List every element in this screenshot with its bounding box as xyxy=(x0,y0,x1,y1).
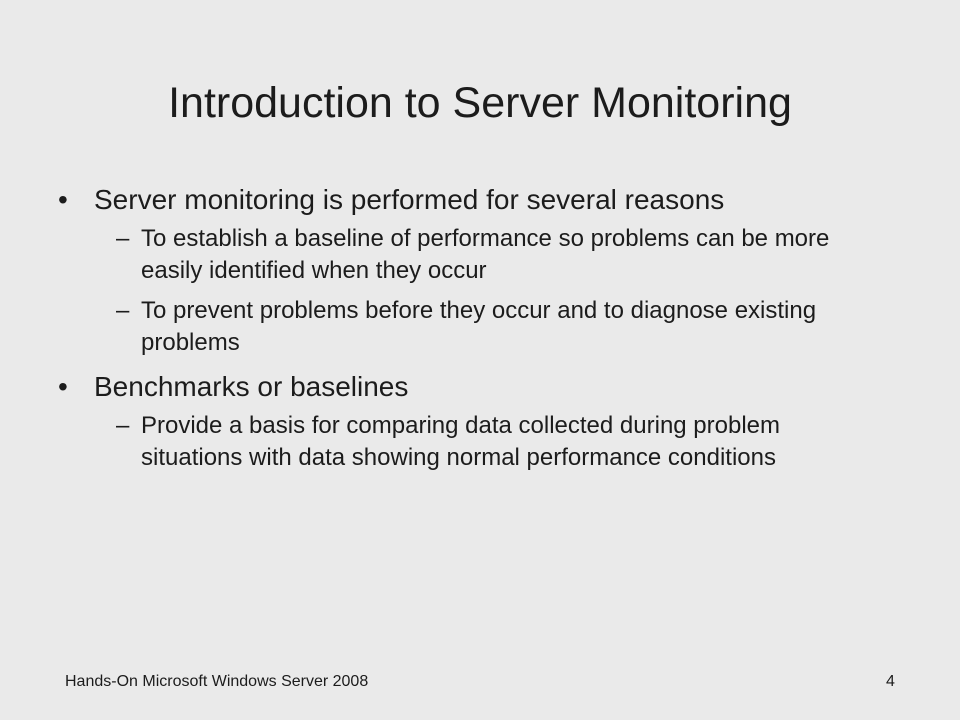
sub-bullet-list xyxy=(116,410,918,474)
slide-title: Introduction to Server Monitoring xyxy=(168,79,792,127)
sub-bullet-text: To prevent problems before they occur and to diagnose existing problems xyxy=(141,297,817,356)
sub-bullet-text: To establish a baseline of performance so problems can be more easily identified when they occur xyxy=(141,225,830,284)
sub-bullet-item xyxy=(116,295,918,359)
dash-icon: – xyxy=(116,412,130,439)
bullet-text: Server monitoring is performed for several reasons xyxy=(94,184,725,215)
slide-number: 4 xyxy=(886,673,895,690)
bullet-item xyxy=(58,367,918,407)
dash-icon: – xyxy=(116,297,130,324)
bullet-icon: • xyxy=(58,184,68,215)
sub-bullet-item xyxy=(116,223,918,287)
bullet-item xyxy=(58,180,918,220)
sub-bullet-list xyxy=(116,223,918,359)
sub-bullet-text: Provide a basis for comparing data collected during problem situations with data showing normal performance conditions xyxy=(141,412,781,471)
bullet-text: Benchmarks or baselines xyxy=(94,371,409,402)
dash-icon: – xyxy=(116,225,130,252)
footer-course-title: Hands-On Microsoft Windows Server 2008 xyxy=(65,673,369,690)
slide-content xyxy=(58,180,918,482)
sub-bullet-item xyxy=(116,410,918,474)
bullet-icon: • xyxy=(58,371,68,402)
